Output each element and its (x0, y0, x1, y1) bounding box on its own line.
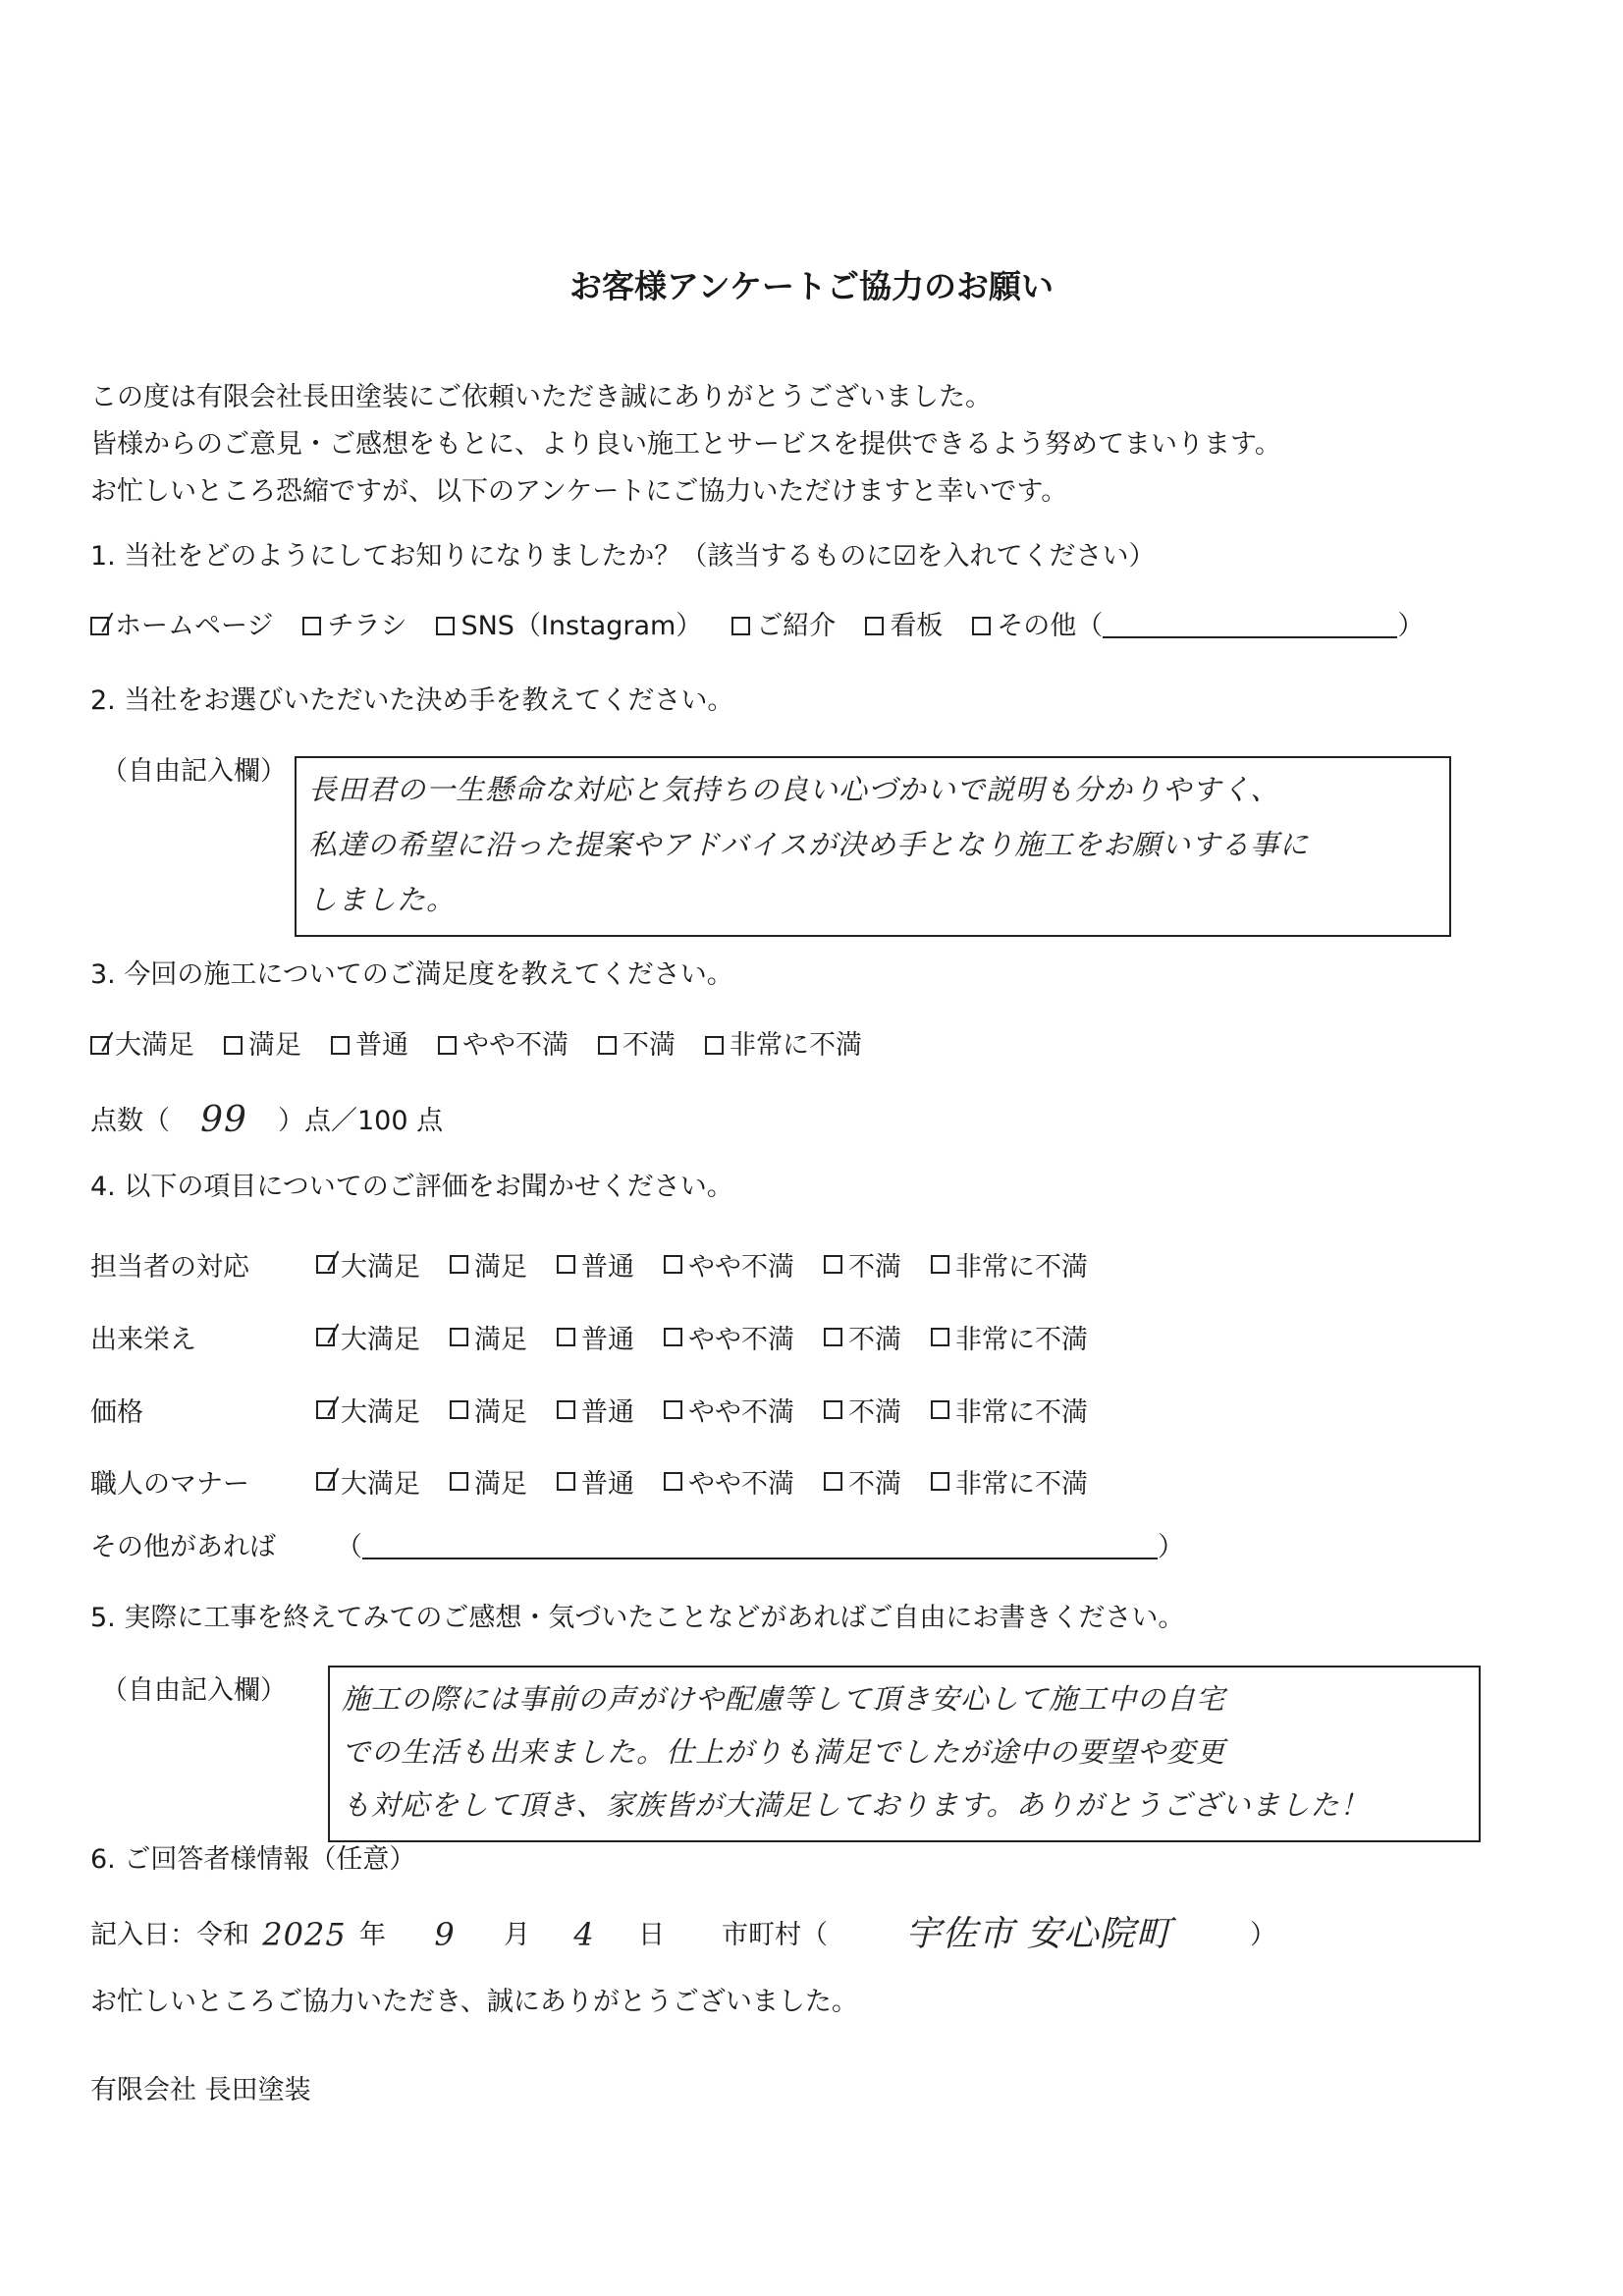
q4-opt-somewhat-dissatisfied[interactable]: やや不満 (664, 1462, 794, 1501)
q4-opt-very-satisfied[interactable]: 大満足 (316, 1318, 420, 1356)
q4-opt-dissatisfied[interactable]: 不満 (824, 1462, 901, 1501)
q1-other-close: ） (1397, 611, 1425, 641)
q4-opt-very-satisfied[interactable]: 大満足 (316, 1462, 420, 1501)
q6-city-close: ） (1250, 1919, 1276, 1950)
q3-option-very-dissatisfied[interactable]: 非常に不満 (705, 1032, 862, 1059)
checkbox-icon[interactable] (931, 1255, 949, 1274)
q4-opt-somewhat-dissatisfied[interactable]: やや不満 (664, 1391, 794, 1429)
q2-answer-line-2: 私達の希望に沿った提案やアドバイスが決め手となり施工をお願いする事に (308, 828, 1310, 861)
q4-opt-satisfied[interactable]: 満足 (450, 1318, 527, 1356)
q4-opt-satisfied[interactable]: 満足 (450, 1245, 527, 1284)
checkbox-icon[interactable] (931, 1400, 949, 1419)
q1-option-flyer[interactable]: チラシ (302, 613, 406, 639)
q6-year-value[interactable]: 2025 (262, 1916, 347, 1953)
q4-opt-very-dissatisfied[interactable]: 非常に不満 (931, 1318, 1088, 1356)
q5-answer-line-2: での生活も出来ました。仕上がりも満足でしたが途中の要望や変更 (342, 1735, 1226, 1769)
q5-field-label: （自由記入欄） (101, 1675, 287, 1706)
q4-other-row (90, 1534, 1184, 1560)
intro-line-3: お忙しいところ恐縮ですが、以下のアンケートにご協力いただけますと幸いです。 (90, 476, 1068, 507)
q6-city-label: 市町村（ (722, 1919, 828, 1950)
q3-score-row (90, 1100, 444, 1140)
q4-opt-dissatisfied[interactable]: 不満 (824, 1245, 901, 1284)
q1-option-sns[interactable]: SNS（Instagram） (436, 613, 702, 639)
q4-opt-neutral[interactable]: 普通 (557, 1391, 634, 1429)
checkbox-icon[interactable] (664, 1472, 682, 1491)
q6-info-row (90, 1914, 1276, 1954)
q5-answer-box[interactable] (328, 1666, 1481, 1842)
checkbox-icon[interactable] (705, 1036, 724, 1055)
q3-option-very-satisfied[interactable]: 大満足 (90, 1032, 194, 1059)
checkbox-icon[interactable] (664, 1400, 682, 1419)
q4-opt-very-dissatisfied[interactable]: 非常に不満 (931, 1391, 1088, 1429)
checkbox-icon[interactable] (824, 1472, 842, 1491)
q4-row-label: 職人のマナー (90, 1469, 249, 1500)
page-title: お客様アンケートご協力のお願い (568, 267, 1055, 305)
checkbox-icon[interactable] (865, 617, 884, 635)
checkbox-icon[interactable] (450, 1472, 468, 1491)
checkbox-icon[interactable] (557, 1400, 575, 1419)
q5-answer-line-3: も対応をして頂き、家族皆が大満足しております。ありがとうございました！ (342, 1788, 1370, 1822)
checkbox-checked-icon[interactable] (90, 617, 109, 635)
checkbox-checked-icon[interactable] (316, 1400, 335, 1419)
intro-line-2: 皆様からのご意見・ご感想をもとに、より良い施工とサービスを提供できるよう努めてまいります。 (90, 429, 1281, 460)
checkbox-checked-icon[interactable] (316, 1255, 335, 1274)
checkbox-icon[interactable] (557, 1472, 575, 1491)
checkbox-icon[interactable] (302, 617, 321, 635)
checkbox-icon[interactable] (436, 617, 455, 635)
q6-day-unit: 日 (638, 1919, 665, 1950)
q1-option-other[interactable]: その他（ (972, 613, 1103, 639)
q4-row-label: 価格 (90, 1397, 143, 1428)
q4-question: 4. 以下の項目についてのご評価をお聞かせください。 (90, 1172, 733, 1202)
q2-answer-line-1: 長田君の一生懸命な対応と気持ちの良い心づかいで説明も分かりやすく、 (308, 773, 1280, 806)
checkbox-checked-icon[interactable] (316, 1472, 335, 1491)
q3-option-somewhat-dissatisfied[interactable]: やや不満 (438, 1032, 568, 1059)
q4-other-label: その他があれば (90, 1532, 276, 1562)
checkbox-checked-icon[interactable] (316, 1328, 335, 1346)
q3-option-satisfied[interactable]: 満足 (224, 1032, 301, 1059)
q6-month-unit: 月 (504, 1919, 530, 1950)
q4-row-label: 担当者の対応 (90, 1252, 249, 1283)
q3-option-neutral[interactable]: 普通 (331, 1032, 408, 1059)
checkbox-icon[interactable] (824, 1400, 842, 1419)
q4-row-staff (90, 1245, 1117, 1284)
q6-city-value[interactable]: 宇佐市 安心院町 (905, 1914, 1172, 1954)
q4-opt-dissatisfied[interactable]: 不満 (824, 1318, 901, 1356)
checkbox-icon[interactable] (731, 617, 750, 635)
q4-row-manners (90, 1462, 1117, 1501)
checkbox-icon[interactable] (664, 1328, 682, 1346)
q6-question: 6. ご回答者様情報（任意） (90, 1844, 416, 1875)
q4-opt-somewhat-dissatisfied[interactable]: やや不満 (664, 1318, 794, 1356)
checkbox-icon[interactable] (450, 1328, 468, 1346)
q4-opt-very-dissatisfied[interactable]: 非常に不満 (931, 1245, 1088, 1284)
q1-question: 1. 当社をどのようにしてお知りになりましたか？（該当するものに☑を入れてください） (90, 541, 1156, 572)
checkbox-icon[interactable] (598, 1036, 617, 1055)
q6-date-label: 記入日：令和 (90, 1919, 249, 1950)
checkbox-icon[interactable] (931, 1472, 949, 1491)
q6-year-unit: 年 (359, 1919, 386, 1950)
q4-opt-neutral[interactable]: 普通 (557, 1318, 634, 1356)
checkbox-icon[interactable] (438, 1036, 457, 1055)
q4-opt-neutral[interactable]: 普通 (557, 1462, 634, 1501)
q4-opt-satisfied[interactable]: 満足 (450, 1462, 527, 1501)
q4-opt-dissatisfied[interactable]: 不満 (824, 1391, 901, 1429)
q4-row-price (90, 1391, 1117, 1429)
q3-options (90, 1032, 892, 1059)
q4-opt-satisfied[interactable]: 満足 (450, 1391, 527, 1429)
q4-other-blank[interactable] (362, 1536, 1158, 1559)
intro-line-1: この度は有限会社長田塗装にご依頼いただき誠にありがとうございました。 (90, 382, 992, 412)
q3-score-value[interactable]: 99 (200, 1100, 247, 1140)
q5-answer-line-1: 施工の際には事前の声がけや配慮等して頂き安心して施工中の自宅 (342, 1682, 1226, 1716)
q3-option-dissatisfied[interactable]: 不満 (598, 1032, 676, 1059)
checkbox-icon[interactable] (557, 1328, 575, 1346)
q4-opt-somewhat-dissatisfied[interactable]: やや不満 (664, 1245, 794, 1284)
q5-question: 5. 実際に工事を終えてみてのご感想・気づいたことなどがあればご自由にお書きください。 (90, 1603, 1185, 1633)
checkbox-icon[interactable] (972, 617, 991, 635)
q4-other-open: （ (336, 1532, 362, 1562)
company-name: 有限会社 長田塗装 (90, 2075, 311, 2105)
checkbox-icon[interactable] (931, 1328, 949, 1346)
q2-answer-box[interactable] (295, 756, 1451, 937)
q4-other-close: ） (1158, 1532, 1184, 1562)
q4-opt-very-satisfied[interactable]: 大満足 (316, 1245, 420, 1284)
q6-month-value[interactable]: 9 (434, 1916, 456, 1953)
checkbox-icon[interactable] (824, 1255, 842, 1274)
q1-option-referral[interactable]: ご紹介 (731, 613, 836, 639)
q3-question: 3. 今回の施工についてのご満足度を教えてください。 (90, 959, 733, 990)
q2-answer-line-3: しました。 (308, 883, 457, 916)
q1-option-homepage[interactable]: ホームページ (90, 613, 273, 639)
checkbox-icon[interactable] (450, 1400, 468, 1419)
checkbox-icon[interactable] (331, 1036, 350, 1055)
checkbox-icon[interactable] (557, 1255, 575, 1274)
q4-opt-very-dissatisfied[interactable]: 非常に不満 (931, 1462, 1088, 1501)
checkbox-checked-icon[interactable] (90, 1036, 109, 1055)
closing-message: お忙しいところご協力いただき、誠にありがとうございました。 (90, 1987, 858, 2017)
q4-opt-very-satisfied[interactable]: 大満足 (316, 1391, 420, 1429)
q3-score-label: 点数（ (90, 1105, 170, 1136)
checkbox-icon[interactable] (224, 1036, 243, 1055)
q4-row-workmanship (90, 1318, 1117, 1356)
checkbox-icon[interactable] (824, 1328, 842, 1346)
q1-options (90, 613, 1424, 639)
q3-score-suffix: ）点／100 点 (278, 1105, 444, 1136)
q2-question: 2. 当社をお選びいただいた決め手を教えてください。 (90, 685, 734, 716)
q2-field-label: （自由記入欄） (101, 756, 287, 787)
q1-other-blank[interactable] (1103, 615, 1397, 638)
q1-option-signboard[interactable]: 看板 (865, 613, 943, 639)
q4-opt-neutral[interactable]: 普通 (557, 1245, 634, 1284)
checkbox-icon[interactable] (450, 1255, 468, 1274)
checkbox-icon[interactable] (664, 1255, 682, 1274)
q6-day-value[interactable]: 4 (573, 1916, 595, 1953)
q4-row-label: 出来栄え (90, 1325, 196, 1355)
